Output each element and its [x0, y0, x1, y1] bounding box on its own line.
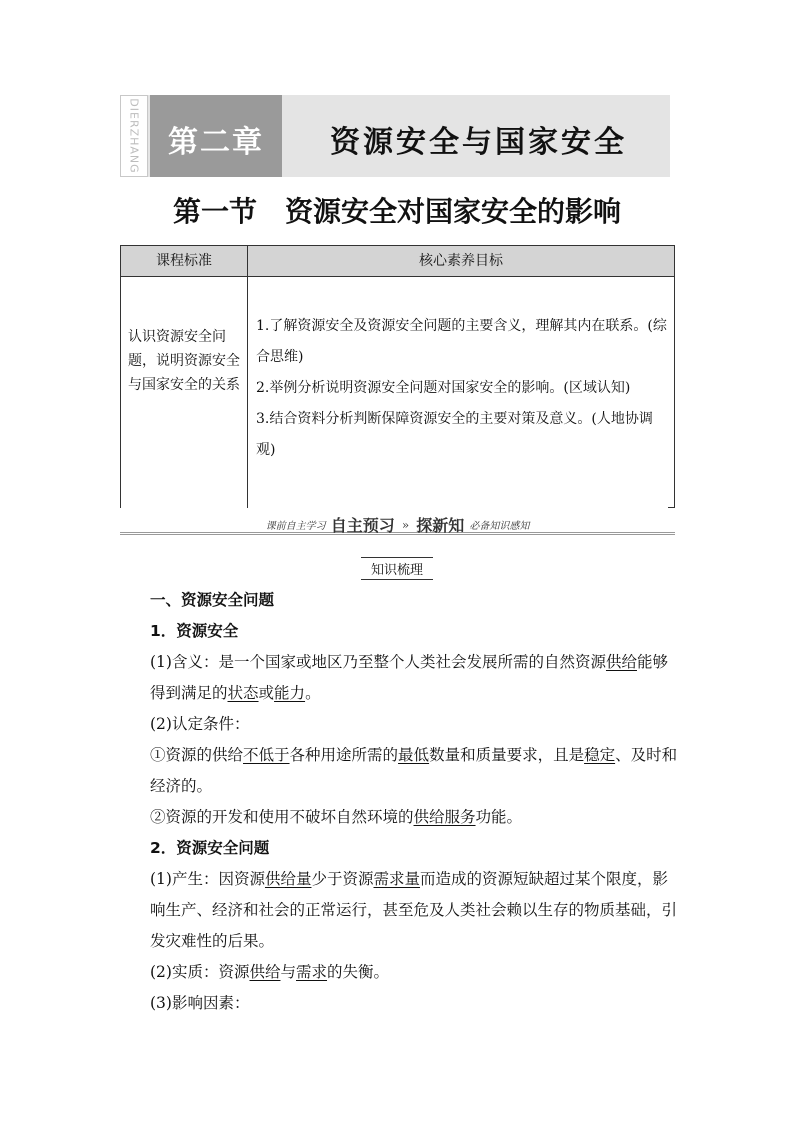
goals-header: 核心素养目标 [247, 245, 675, 277]
chapter-number-box [150, 95, 282, 177]
goal-item: 1.了解资源安全及资源安全问题的主要含义，理解其内在联系。(综合思维) [256, 318, 667, 365]
standards-header: 课程标准 [120, 245, 248, 277]
chapter-pinyin: DIERZHANG [127, 98, 141, 174]
underlined-term: 需求 [296, 963, 328, 981]
underlined-term: 能力 [274, 684, 306, 702]
band-title-2: 探新知 [416, 516, 465, 535]
paragraph-essence: (2)实质：资源供给与需求的失衡。 [150, 963, 390, 981]
goal-item: 3.结合资料分析判断保障资源安全的主要对策及意义。(人地协调观) [256, 411, 653, 458]
underlined-term: 供给服务 [413, 808, 476, 826]
paragraph-cause: (1)产生：因资源供给量少于资源需求量而造成的资源短缺超过某个限度，影响生产、经济和社会的正常运行，甚至危及人类社会赖以生存的物质基础，引发灾难性的后果。 [150, 870, 678, 950]
underlined-term: 供给 [605, 653, 637, 671]
band-left-label: 课前自主学习 [265, 521, 326, 532]
table-border-middle [247, 277, 248, 508]
heading-1: 一、资源安全问题 [150, 591, 275, 609]
underlined-term: 状态 [227, 684, 259, 702]
chapter-number: 第二章 [168, 125, 264, 160]
paragraph-conditions: (2)认定条件： [150, 715, 250, 733]
section-title: 第一节 资源安全对国家安全的影响 [172, 195, 621, 228]
knowledge-label: 知识梳理 [361, 557, 433, 580]
chapter-title: 资源安全与国家安全 [330, 125, 627, 160]
paragraph-condition-2: ②资源的开发和使用不破坏自然环境的供给服务功能。 [150, 808, 523, 826]
table-border-left [120, 277, 121, 508]
standards-table [120, 245, 675, 508]
underlined-term: 稳定 [584, 746, 616, 764]
knowledge-heading [0, 557, 794, 580]
standard-text: 认识资源安全问题，说明资源安全与国家安全的关系 [128, 329, 240, 393]
paragraph-factors: (3)影响因素： [150, 994, 250, 1012]
subheading-2: 2．资源安全问题 [150, 839, 270, 857]
chapter-pinyin-strip [120, 95, 148, 177]
table-border-bottom [668, 507, 675, 508]
underlined-term: 供给 [249, 963, 281, 981]
paragraph-condition-1: ①资源的供给不低于各种用途所需的最低数量和质量要求，且是稳定、及时和经济的。 [150, 746, 678, 795]
underlined-term: 需求量 [373, 870, 421, 888]
double-chevron-icon: » [401, 517, 410, 532]
goals-list [256, 311, 671, 466]
goal-item: 2.举例分析说明资源安全问题对国家安全的影响。(区域认知) [256, 380, 631, 396]
paragraph-definition: (1)含义：是一个国家或地区乃至整个人类社会发展所需的自然资源供给能够得到满足的状态或能力。 [150, 653, 668, 702]
underlined-term: 不低于 [243, 746, 290, 764]
table-border-right [674, 277, 675, 508]
underlined-term: 最低 [398, 746, 430, 764]
band-title-1: 自主预习 [330, 516, 395, 535]
preview-band [120, 513, 675, 535]
subheading-1: 1．资源安全 [150, 622, 239, 640]
body-content [120, 585, 678, 1019]
band-right-label: 必备知识感知 [469, 521, 530, 532]
chapter-banner [120, 95, 670, 177]
underlined-term: 供给量 [264, 870, 312, 888]
